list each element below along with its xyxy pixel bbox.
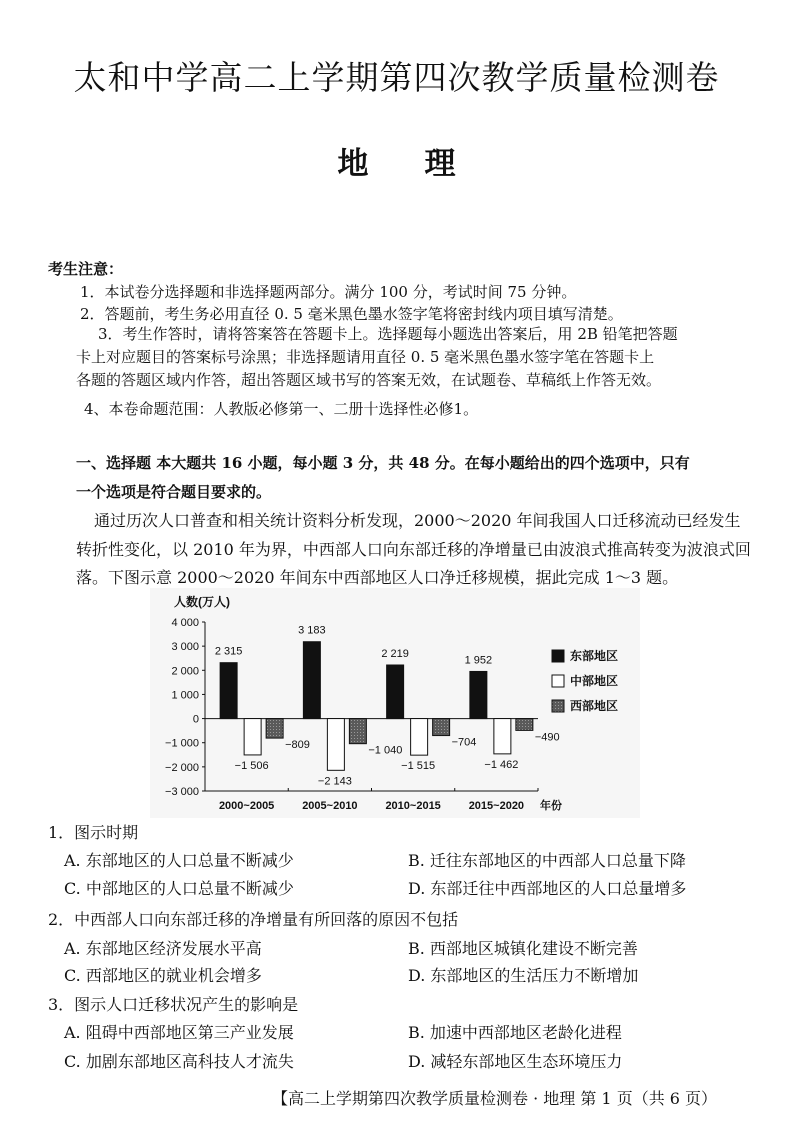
notice-line-5: 各题的答题区域内作答，超出答题区域书写的答案无效，在试题卷、草稿纸上作答无效。	[76, 371, 662, 389]
data-label: −490	[534, 731, 560, 744]
bar-3	[516, 719, 533, 731]
question-2-option-d[interactable]: D. 东部地区的生活压力不断增加	[408, 966, 639, 985]
y-tick-label: 2 000	[171, 665, 199, 678]
subject-title	[0, 138, 793, 183]
question-2-option-b[interactable]: B. 西部地区城镇化建设不断完善	[408, 939, 638, 958]
x-tick-label: 2015~2020	[468, 800, 525, 812]
legend-swatch-1	[552, 650, 564, 662]
bar-2	[494, 719, 511, 754]
data-label: 2 219	[381, 647, 409, 660]
exam-title: 太和中学高二上学期第四次教学质量检测卷	[73, 58, 720, 97]
data-label: −1 462	[484, 758, 519, 771]
y-tick-label: 1 000	[171, 689, 199, 702]
data-label: −2 143	[317, 775, 352, 788]
notice-heading: 考生注意：	[48, 260, 124, 278]
notice-line-3: 3．考生作答时，请将答案答在答题卡上。选择题每小题选出答案后，用 2B 铅笔把答题	[98, 325, 678, 343]
notice-line-6: 4、本卷命题范围：人教版必修第一、二册十选择性必修1。	[84, 400, 479, 418]
question-1-option-a[interactable]: A. 东部地区的人口总量不断减少	[64, 851, 294, 870]
data-label: −1 515	[401, 760, 436, 773]
question-3-stem: 3．图示人口迁移状况产生的影响是	[48, 995, 299, 1014]
migration-chart-svg	[150, 588, 640, 818]
bar-2	[327, 719, 344, 771]
legend-label-1: 东部地区	[570, 649, 619, 663]
notice-line-4: 卡上对应题目的答案标号涂黑；非选择题请用直径 0. 5 毫米黑色墨水签字笔在答题卡上	[76, 348, 655, 366]
bar-3	[433, 719, 450, 736]
x-axis-label: 年份	[540, 800, 562, 812]
bar-1	[220, 663, 237, 719]
legend-swatch-2	[552, 675, 564, 687]
y-tick-label: 4 000	[171, 617, 199, 629]
question-1-option-b[interactable]: B. 迁往东部地区的中西部人口总量下降	[408, 851, 686, 870]
intro-line-2: 转折性变化，以 2010 年为界，中西部人口向东部迁移的净增量已由波浪式推高转变为波浪式回	[76, 540, 751, 559]
bar-1	[470, 671, 487, 718]
question-1-option-c[interactable]: C. 中部地区的人口总量不断减少	[64, 879, 294, 898]
data-label: −704	[451, 736, 477, 749]
question-3-option-c[interactable]: C. 加剧东部地区高科技人才流失	[64, 1052, 294, 1071]
question-3-option-d[interactable]: D. 减轻东部地区生态环境压力	[408, 1052, 623, 1071]
data-label: −1 506	[234, 759, 269, 772]
chart-title: 人数(万人)	[174, 595, 230, 609]
question-3-option-b[interactable]: B. 加速中西部地区老龄化进程	[408, 1023, 622, 1042]
subject-char-1: 地	[337, 146, 369, 182]
y-tick-label: −2 000	[165, 761, 199, 774]
page-footer: 【高二上学期第四次教学质量检测卷 · 地理 第 1 页（共 6 页）	[272, 1089, 718, 1108]
x-tick-label: 2000~2005	[218, 800, 275, 812]
bar-3	[266, 719, 283, 739]
intro-line-3: 落。下图示意 2000～2020 年间东中西部地区人口净迁移规模，据此完成 1～3 题。	[76, 568, 679, 587]
legend-label-3: 西部地区	[570, 699, 619, 713]
data-label: 2 315	[214, 645, 243, 658]
question-1-stem: 1．图示时期	[48, 823, 139, 842]
data-label: −1 040	[368, 744, 403, 757]
question-3-option-a[interactable]: A. 阻碍中西部地区第三产业发展	[64, 1023, 294, 1042]
bar-1	[303, 642, 320, 719]
section-heading-line-1: 一、选择题 本大题共 16 小题，每小题 3 分，共 48 分。在每小题给出的四个选项中，只有	[76, 454, 690, 472]
bar-1	[387, 665, 404, 719]
data-label: 1 952	[464, 654, 493, 667]
question-2-stem: 2．中西部人口向东部迁移的净增量有所回落的原因不包括	[48, 910, 459, 929]
notice-line-1: 1．本试卷分选择题和非选择题两部分。满分 100 分，考试时间 75 分钟。	[80, 283, 577, 301]
y-tick-label: −1 000	[165, 737, 199, 750]
data-label: 3 183	[298, 624, 326, 637]
legend-swatch-3	[552, 700, 564, 712]
section-heading-line-2: 一个选项是符合题目要求的。	[76, 483, 272, 501]
x-tick-label: 2005~2010	[302, 800, 358, 812]
x-tick-label: 2010~2015	[385, 800, 441, 812]
migration-chart	[150, 588, 640, 818]
question-2-option-a[interactable]: A. 东部地区经济发展水平高	[64, 939, 262, 958]
y-tick-label: −3 000	[165, 786, 199, 798]
question-1-option-d[interactable]: D. 东部迁往中西部地区的人口总量增多	[408, 879, 687, 898]
bar-2	[411, 719, 428, 756]
intro-line-1: 通过历次人口普查和相关统计资料分析发现，2000～2020 年间我国人口迁移流动已经发生	[94, 511, 741, 530]
question-2-option-c[interactable]: C. 西部地区的就业机会增多	[64, 966, 262, 985]
bar-3	[349, 719, 366, 744]
data-label: −809	[285, 739, 310, 752]
bar-2	[244, 719, 261, 755]
subject-char-2: 理	[424, 146, 456, 182]
legend-label-2: 中部地区	[570, 674, 619, 688]
y-tick-label: 3 000	[171, 641, 199, 654]
y-tick-label: 0	[192, 713, 199, 726]
notice-line-2: 2．答题前，考生务必用直径 0. 5 毫米黑色墨水签字笔将密封线内项目填写清楚。	[80, 305, 623, 323]
